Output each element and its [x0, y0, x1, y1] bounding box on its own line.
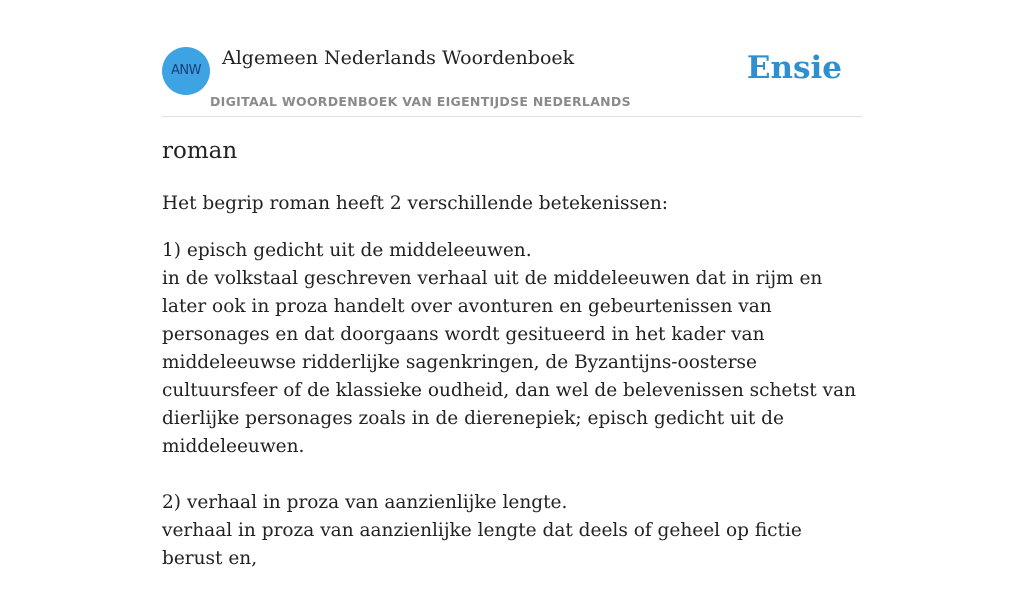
meaning-2	[162, 489, 862, 573]
meaning-1-heading: 1) episch gedicht uit de middeleeuwen.	[162, 240, 532, 261]
meaning-2-text: verhaal in proza van aanzienlijke lengte dat deels of geheel op fictie berust en,	[162, 520, 802, 569]
site-subtitle: DIGITAAL WOORDENBOEK VAN EIGENTIJDSE NEDERLANDS	[210, 94, 631, 109]
site-title[interactable]: Algemeen Nederlands Woordenboek	[222, 47, 575, 69]
ensie-brand-logo[interactable]: Ensie	[746, 50, 842, 86]
meaning-1	[162, 237, 862, 461]
entry-content	[162, 138, 862, 601]
entry-word: roman	[162, 138, 238, 164]
meaning-2-heading: 2) verhaal in proza van aanzienlijke lengte.	[162, 492, 568, 513]
meaning-1-text: in de volkstaal geschreven verhaal uit de middeleeuwen dat in rijm en later ook in proza handelt over avonturen en gebeurtenissen van personages en dat doorgaans wordt gesitueerd in het kader van middeleeuwse ridderlijke sagenkringen, de Byzantijns-oosterse cultuursfeer of de klassieke oudheid, dan wel de belevenissen schetst van dierlijke personages zoals in de dierenepiek; episch gedicht uit de middeleeuwen.	[162, 268, 857, 457]
entry-intro: Het begrip roman heeft 2 verschillende betekenissen:	[162, 193, 669, 214]
site-header	[162, 44, 862, 117]
anw-logo[interactable]: ANW	[162, 47, 210, 95]
